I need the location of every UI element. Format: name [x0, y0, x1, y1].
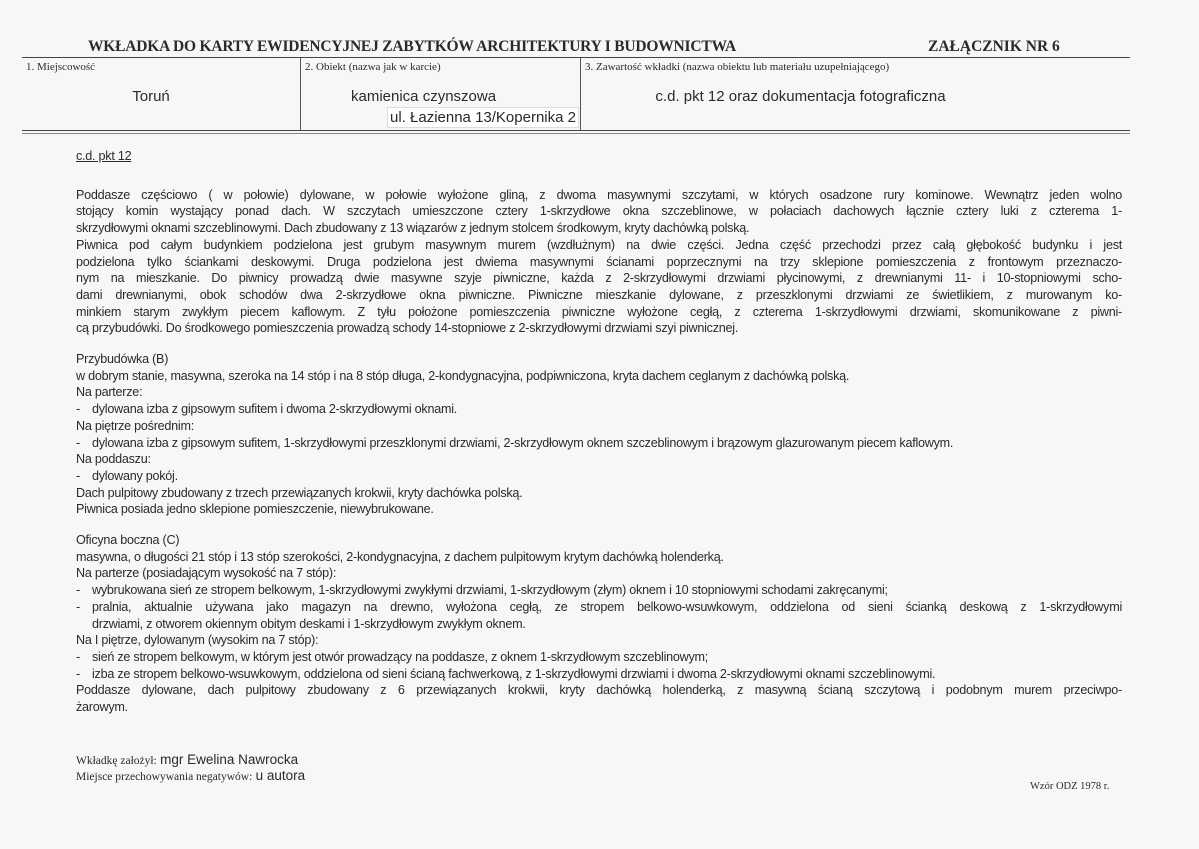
storage-label: Miejsce przechowywania negatywów:: [76, 771, 253, 783]
text-line: Piwnica pod całym budynkiem podzielona jest grubym masywnym murem (wzdłużnym) na dwie części. Jedna część przechodzi przez całą głębokość budynku i jest: [76, 237, 1122, 252]
locality-value: Toruń: [132, 88, 170, 105]
locality-cell: [22, 58, 300, 130]
text-line: minkiem starym zwykłym piecem kaflowym. Z tyłu położone pomieszczenia piwniczne wyłożone cegłą, z czterema 1-skrzydłowymi drzwiami, skomunikowane z piwni-: [76, 304, 1122, 319]
storage-value: u autora: [255, 768, 306, 783]
address-value: ul. Łazienna 13/Kopernika 2: [387, 107, 579, 128]
text-line: stojący komin wystający ponad dach. W szczytach umieszczone cztery 1-skrzydłowe okna szczeblinowe, w połaciach dachowych łącznie cztery luki z czterema 1-: [76, 204, 1122, 219]
content-label: 3. Zawartość wkładki (nazwa obiektu lub materiału uzupełniającego): [585, 61, 890, 73]
text-line: w dobrym stanie, masywna, szeroka na 14 stóp i na 8 stóp długa, 2-kondygnacyjna, podpiwniczona, kryta dachem ceglanym z dachówką polską.: [76, 368, 850, 383]
content-cell: [580, 58, 1130, 130]
list-item: - sień ze stropem belkowym, w którym jest otwór prowadzący na poddasze, z oknem 1-skrzydłowym szczeblinowym;: [76, 649, 709, 664]
author-line: [76, 752, 298, 767]
object-label: 2. Obiekt (nazwa jak w karcie): [305, 61, 441, 73]
document-body: [76, 148, 1122, 716]
section-b-title: Przybudówka (B): [76, 352, 169, 367]
object-value: kamienica czynszowa: [351, 88, 497, 105]
list-item: - wybrukowana sień ze stropem belkowym, 1-skrzydłowymi zwykłymi drzwiami, 1-skrzydłowym (złym) oknem i 10 stopniowymi schodami zakręcanymi;: [76, 583, 888, 598]
text-line: nym na mieszkanie. Do piwnicy prowadzą dwie masywne szyje piwniczne, każda z 2-skrzydłowymi drzwiami płycinowymi, z drewnianymi 11- i 10-stopniowymi scho-: [76, 271, 1122, 286]
locality-label: 1. Miejscowość: [26, 61, 96, 73]
text-line: skrzydłowymi oknami szczeblinowymi. Dach zbudowany z 13 wiązarów z jednym stolcem środkowym, kryty dachówką polską.: [76, 221, 750, 236]
list-item: - pralnia, aktualnie używana jako magazyn na drewno, wyłożona cegłą, ze stropem belkowo-wsuwkowym, oddzielona od sieni ścianką deskową z 1-skrzydłowymi: [76, 599, 1122, 614]
storage-line: [76, 768, 305, 783]
document-title: WKŁADKA DO KARTY EWIDENCYJNEJ ZABYTKÓW ARCHITEKTURY I BUDOWNICTWA: [88, 38, 737, 55]
annex-number: ZAŁĄCZNIK NR 6: [928, 38, 1060, 55]
text-line: Poddasze dylowane, dach pulpitowy zbudowany z 6 przewiązanych krokwii, kryty dachówką holenderką, z masywną ścianą szczytową i podobnym murem przeciwpo-: [76, 683, 1122, 698]
content-value: c.d. pkt 12 oraz dokumentacja fotograficzna: [655, 88, 946, 105]
section-c-title: Oficyna boczna (C): [76, 533, 180, 548]
text-line: Dach pulpitowy zbudowany z trzech przewiązanych krokwii, kryty dachówka polską.: [76, 485, 523, 500]
text-line: Poddasze częściowo ( w połowie) dylowane, w połowie wyłożone gliną, z dwoma masywnymi szczytami, w których osadzone rury kominowe. Wewnątrz jeden wolno: [76, 187, 1122, 202]
list-item: - dylowany pokój.: [76, 468, 178, 483]
text-line: podzielona tylko ściankami deskowymi. Druga podzielona jest dwiema masywnymi ścianami poprzecznymi na trzy sklepione pomieszczenia z frontowym przeznaczo-: [76, 254, 1122, 269]
object-cell: [300, 58, 581, 130]
text-line: żarowym.: [76, 700, 128, 715]
form-model: Wzór ODZ 1978 r.: [1030, 781, 1110, 792]
section-heading: c.d. pkt 12: [76, 149, 132, 163]
subheading: Na parterze (posiadającym wysokość na 7 stóp):: [76, 566, 337, 581]
list-item: - dylowana izba z gipsowym sufitem, 1-skrzydłowymi przeszklonymi drzwiami, 2-skrzydłowym oknem szczeblinowym i brązowym glazurowanym piecem kaflowym.: [76, 435, 954, 450]
subheading: Na I piętrze, dylowanym (wysokim na 7 stóp):: [76, 633, 319, 648]
text-line: masywna, o długości 21 stóp i 13 stóp szerokości, 2-kondygnacyjna, z dachem pulpitowym krytym dachówką holenderką.: [76, 549, 724, 564]
subheading: Na poddaszu:: [76, 452, 151, 467]
text-line: Piwnica posiada jedno sklepione pomieszczenie, niewybrukowane.: [76, 502, 434, 517]
header-table: [22, 57, 1130, 131]
list-item-continuation: drzwiami, z otworem okiennym obitym deskami i 1-skrzydłowym zwykłym oknem.: [92, 616, 526, 631]
subheading: Na piętrze pośrednim:: [76, 418, 194, 433]
author-value: mgr Ewelina Nawrocka: [160, 752, 299, 767]
text-line: dami drewnianymi, obok schodów dwa 2-skrzydłowe okna piwniczne. Piwniczne mieszkanie dylowane, z przeszklonymi drzwiami ze świetlikiem, z murowanym ko-: [76, 287, 1122, 302]
list-item: - dylowana izba z gipsowym sufitem i dwoma 2-skrzydłowymi oknami.: [76, 402, 457, 417]
subheading: Na parterze:: [76, 385, 143, 400]
author-label: Wkładkę założył:: [76, 755, 157, 767]
list-item: - izba ze stropem belkowo-wsuwkowym, oddzielona od sieni ścianą fachwerkową, z 1-skrzydłowymi drzwiami i dwoma 2-skrzydłowymi oknami szczeblinowymi.: [76, 666, 936, 681]
text-line: cą przybudówki. Do środkowego pomieszczenia prowadzą schody 14-stopniowe z 2-skrzydłowymi drzwiami szyi piwnicznej.: [76, 321, 739, 336]
